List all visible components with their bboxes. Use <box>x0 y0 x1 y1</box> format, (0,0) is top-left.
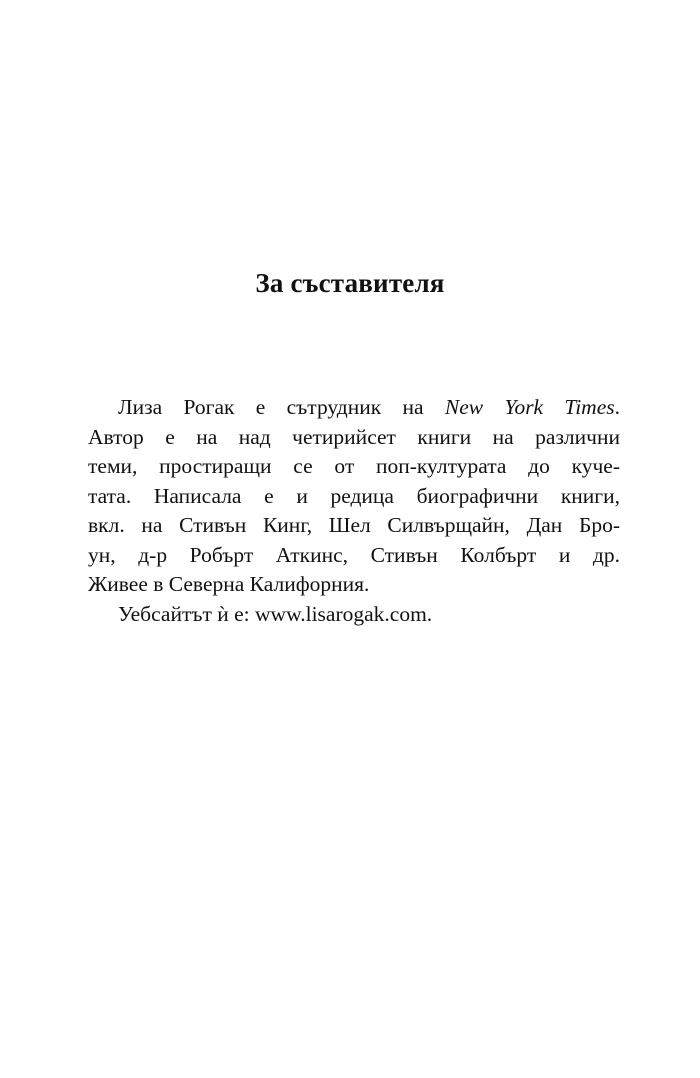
website-line: Уебсайтът ѝ е: www.lisarogak.com. <box>118 601 433 626</box>
newspaper-name: New York Times <box>444 395 615 419</box>
bio-line-4: тата. Написала е и редица биографични книги, <box>88 483 620 508</box>
bio-line-6: ун, д-р Робърт Аткинс, Стивън Колбърт и др. <box>88 542 620 567</box>
bio-line-5: вкл. на Стивън Кинг, Шел Силвърщайн, Дан Бро- <box>88 513 620 537</box>
author-bio <box>88 393 620 629</box>
bio-line-1-suffix: . <box>614 395 620 419</box>
bio-line-1 <box>88 393 620 423</box>
bio-line-1-prefix: Лиза Рогак е сътрудник на <box>118 395 445 419</box>
bio-line-3: теми, простиращи се от поп-културата до куче- <box>88 454 620 478</box>
bio-line-7: Живее в Северна Калифорния. <box>88 572 370 596</box>
bio-line-2: Автор е на над четирийсет книги на различни <box>88 424 620 449</box>
page-title: За съставителя <box>255 268 445 298</box>
